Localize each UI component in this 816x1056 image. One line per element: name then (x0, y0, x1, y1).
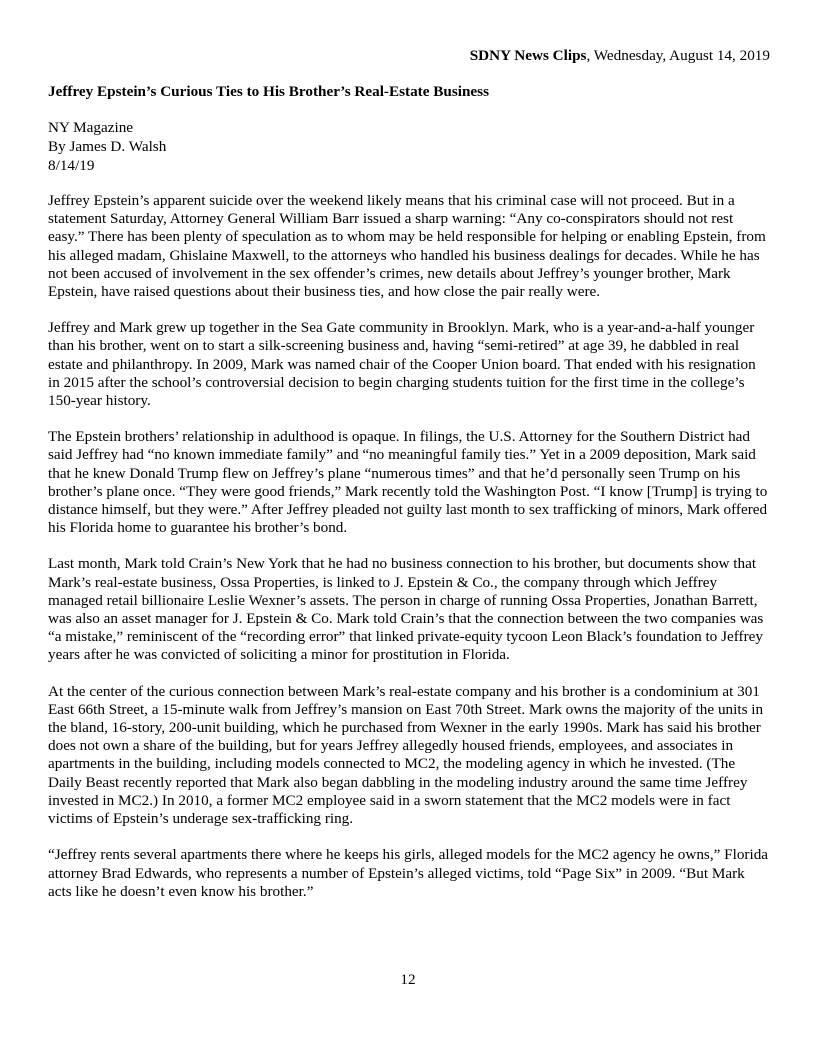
publication-name: SDNY News Clips (469, 47, 587, 64)
paragraph-1: Jeffrey Epstein’s apparent suicide over the weekend likely means that his criminal case will not proceed. But in a statement Saturday, Attorney General William Barr issued a sharp warning: “Any co-conspirators should not rest easy.” There has been plenty of speculation as to whom may be held responsible for helping or enabling Epstein, from his alleged madam, Ghislaine Maxwell, to the attorneys who handled his business dealings for decades. While he has not been accused of involvement in the sex offender’s crimes, new details about Jeffrey’s younger brother, Mark Epstein, have raised questions about their business ties, and how close the pair really were. (48, 192, 766, 301)
paragraph-6: “Jeffrey rents several apartments there where he keeps his girls, alleged models for the MC2 agency he owns,” Florida attorney Brad Edwards, who represents a number of Epstein’s alleged victims, told “Page Six” in 2009. “But Mark acts like he doesn’t even know his brother.” (48, 846, 769, 900)
paragraph-2: Jeffrey and Mark grew up together in the Sea Gate community in Brooklyn. Mark, who is a year-and-a-half younger than his brother, went on to start a silk-screening business and, having “semi-retired” at age 39, he dabbled in real estate and philanthropy. In 2009, Mark was named chair of the Cooper Union board. That ended with his resignation in 2015 after the school’s controversial decision to begin charging students tuition for the first time in the college’s 150-year history. (48, 319, 756, 410)
article-source: NY Magazine (48, 119, 134, 136)
document-page (48, 46, 770, 919)
page-number: 12 (400, 971, 416, 988)
header-date: , Wednesday, August 14, 2019 (586, 47, 770, 64)
paragraph-4: Last month, Mark told Crain’s New York that he had no business connection to his brother, but documents show that Mark’s real-estate business, Ossa Properties, is linked to J. Epstein & Co., the company through which Jeffrey managed retail billionaire Leslie Wexner’s assets. The person in charge of running Ossa Properties, Jonathan Barrett, was also an asset manager for J. Epstein & Co. Mark told Crain’s that the connection between the two companies was “a mistake,” reminiscent of the “recording error” that linked private-equity tycoon Leon Black’s foundation to Jeffrey years after he was convicted of soliciting a minor for prostitution in Florida. (48, 555, 764, 664)
article-meta (48, 118, 770, 175)
page-header (48, 46, 770, 66)
article-body (48, 192, 770, 901)
paragraph-3: The Epstein brothers’ relationship in adulthood is opaque. In filings, the U.S. Attorney for the Southern District had said Jeffrey had “no known immediate family” and “no meaningful family ties.” Yet in a 2009 deposition, Mark said that he knew Donald Trump flew on Jeffrey’s plane “numerous times” and that he’d personally seen Trump on his brother’s plane once. “They were good friends,” Mark recently told the Washington Post. “I know [Trump] is trying to distance himself, but they were.” After Jeffrey pleaded not guilty last month to sex trafficking of minors, Mark offered his Florida home to guarantee his brother’s bond. (48, 428, 768, 537)
article-title: Jeffrey Epstein’s Curious Ties to His Brother’s Real-Estate Business (48, 83, 489, 100)
article-date: 8/14/19 (48, 157, 95, 174)
article-byline: By James D. Walsh (48, 138, 167, 155)
paragraph-5: At the center of the curious connection between Mark’s real-estate company and his brother is a condominium at 301 East 66th Street, a 15-minute walk from Jeffrey’s mansion on East 70th Street. Mark owns the majority of the units in the bland, 16-story, 200-unit building, which he purchased from Wexner in the early 1990s. Mark has said his brother does not own a share of the building, but for years Jeffrey allegedly housed friends, employees, and associates in apartments in the building, including models connected to MC2, the modeling agency in which he invested. (The Daily Beast recently reported that Mark also began dabbling in the modeling industry around the same time Jeffrey invested in MC2.) In 2010, a former MC2 employee said in a sworn statement that the MC2 models were in fact victims of Epstein’s underage sex-trafficking ring. (48, 682, 764, 828)
